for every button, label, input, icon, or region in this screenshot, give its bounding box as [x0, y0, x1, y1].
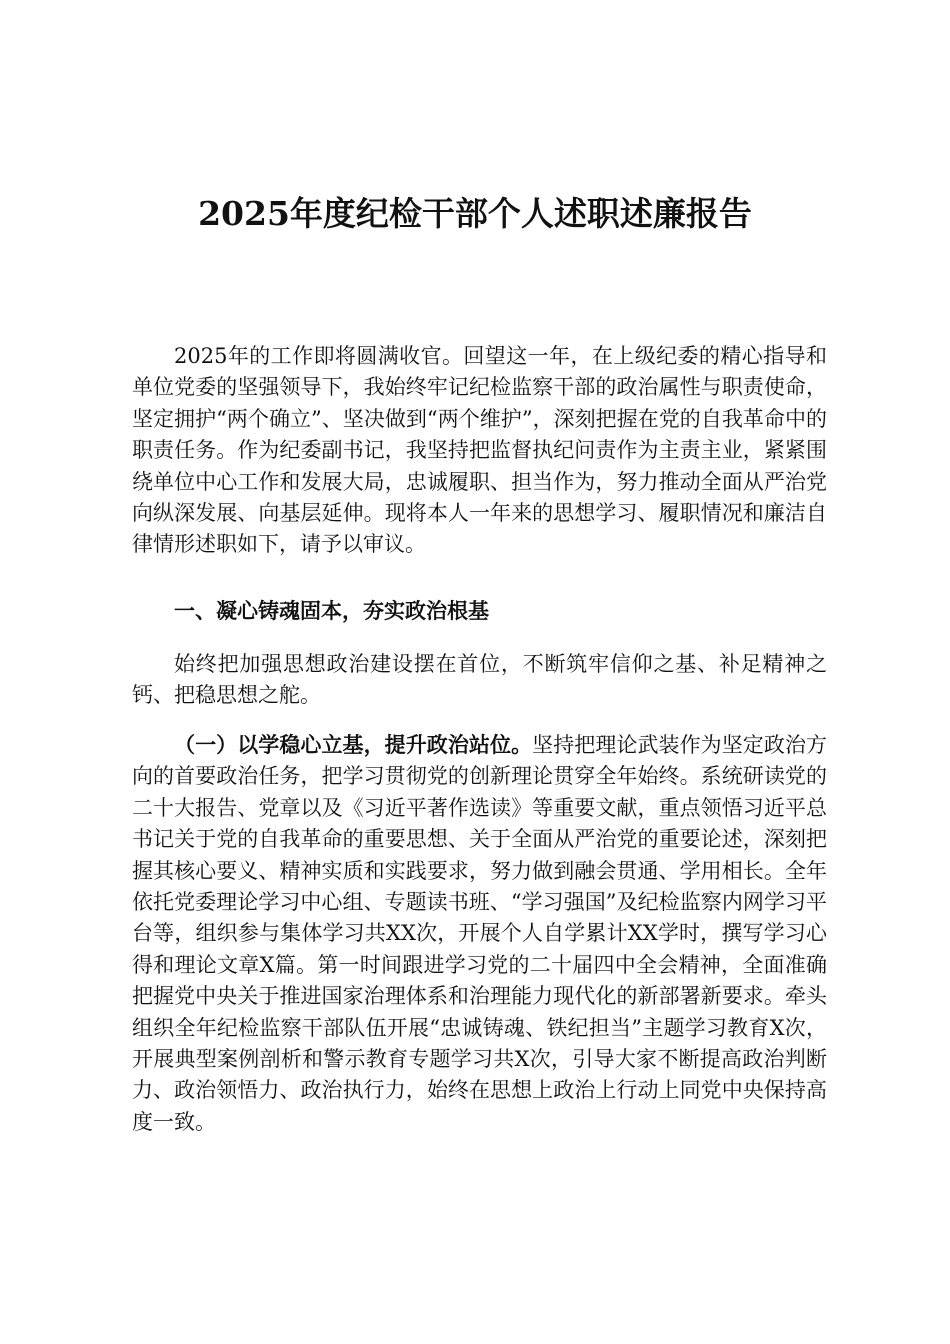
section-intro-paragraph: 始终把加强思想政治建设摆在首位，不断筑牢信仰之基、补足精神之钙、把稳思想之舵。 [132, 652, 827, 708]
subsection-text: 坚持把理论武装作为坚定政治方向的首要政治任务，把学习贯彻党的创新理论贯穿全年始终。系统研读党的二十大报告、党章以及《习近平著作选读》等重要文献，重点领悟习近平总书记关于党的自我革命的重要思想、关于全面从严治党的重要论述，深刻把握其核心要义、精神实质和实践要求，努力做到融会贯通、学用相长。全年依托党委理论学习中心组、专题读书班、“学习强国”及纪检监察内网学习平台等，组织参与集体学习共XX次，开展个人自学累计XX学时，撰写学习心得和理论文章X篇。第一时间跟进学习党的二十届四中全会精神，全面准确把握党中央关于推进国家治理体系和治理能力现代化的新部署新要求。牵头组织全年纪检监察干部队伍开展“忠诚铸魂、铁纪担当”主题学习教育X次，开展典型案例剖析和警示教育专题学习共X次，引导大家不断提高政治判断力、政治领悟力、政治执行力，始终在思想上政治上行动上同党中央保持高度一致。 [132, 733, 828, 1134]
subsection-lead: （一）以学稳心立基，提升政治站位。 [174, 732, 533, 757]
document-title: 2025年度纪检干部个人述职述廉报告 [198, 194, 752, 234]
section-heading: 一、凝心铸魂固本，夯实政治根基 [174, 598, 489, 623]
subsection-paragraph [132, 729, 827, 1138]
intro-paragraph: 2025年的工作即将圆满收官。回望这一年，在上级纪委的精心指导和单位党委的坚强领导下，我始终牢记纪检监察干部的政治属性与职责使命，坚定拥护“两个确立”、坚决做到“两个维护”，深刻把握在党的自我革命中的职责任务。作为纪委副书记，我坚持把监督执纪问责作为主责主业，紧紧围绕单位中心工作和发展大局，忠诚履职、担当作为，努力推动全面从严治党向纵深发展、向基层延伸。现将本人一年来的思想学习、履职情况和廉洁自律情形述职如下，请予以审议。 [132, 344, 827, 557]
